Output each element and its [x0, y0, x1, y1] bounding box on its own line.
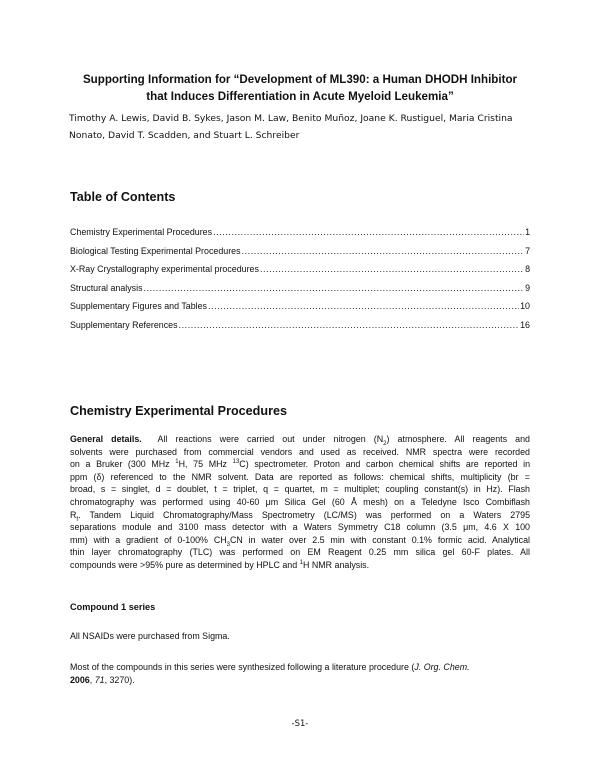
- synthesis-paragraph: [70, 661, 530, 686]
- paragraph-line: [70, 509, 530, 522]
- toc-leader-dots: [213, 227, 524, 237]
- toc-entry-biological[interactable]: [70, 246, 530, 265]
- superscript: 1: [175, 459, 179, 466]
- paragraph-line: solvents were purchased from commercial vendors and used as received. NMR spectra were recorded: [70, 446, 530, 457]
- paragraph-line: [70, 458, 530, 471]
- paragraph-line: ppm (δ) referenced to the NMR solvent. Data are reported as follows: chemical shifts, multiplicity (br =: [70, 471, 530, 482]
- toc-entry-label: Structural analysis: [70, 282, 143, 293]
- title-line-2: that Induces Differentiation in Acute Myeloid Leukemia”: [146, 90, 454, 103]
- paragraph-line: chromatography was performed using 40-60 μm Silica Gel (60 Å mesh) on a Teledyne Isco Combiflash: [70, 496, 530, 507]
- toc-entry-structural[interactable]: [70, 283, 530, 302]
- compound-1-heading: Compound 1 series: [70, 602, 156, 612]
- toc-entry-chemistry[interactable]: [70, 227, 530, 246]
- toc-entry-supplementary-figures[interactable]: [70, 301, 530, 320]
- line-text: H, 75 MHz: [178, 459, 233, 470]
- subscript: 2: [383, 440, 387, 446]
- subscript: 3: [226, 541, 230, 547]
- subscript: f: [76, 516, 79, 522]
- title-line-1: Supporting Information for “Development of ML390: a Human DHODH Inhibitor: [82, 73, 518, 86]
- line-text: H NMR analysis.: [303, 559, 370, 570]
- toc-entry-label: Chemistry Experimental Procedures: [70, 227, 213, 237]
- toc-entry-supplementary-references[interactable]: [70, 320, 530, 339]
- author-list: [69, 110, 539, 144]
- authors-line-2: Nonato, David T. Scadden, and Stuart L. Schreiber: [69, 130, 300, 141]
- line-text: on a Bruker (300 MHz: [70, 459, 176, 470]
- toc-leader-dots: [260, 264, 524, 274]
- paragraph-line: [70, 433, 530, 446]
- toc-heading: Table of Contents: [70, 190, 176, 204]
- paragraph-line: [70, 534, 530, 547]
- toc-entry-page: 1: [525, 227, 530, 237]
- line-text: C) spectrometer. Proton and carbon chemical shifts are reported in: [239, 459, 530, 470]
- paragraph-line: broad, s = singlet, d = doublet, t = triplet, q = quartet, m = multiplet; coupling constant(s) in Hz). Flash: [70, 484, 530, 495]
- toc-entry-page: 10: [520, 301, 530, 312]
- line-text: compounds were >95% pure as determined by HPLC and: [70, 559, 300, 570]
- toc-entry-page: 8: [525, 264, 530, 275]
- toc-leader-dots: [242, 246, 525, 256]
- line-text: CN in water over 2.5 min with constant 0.1% formic acid. Analytical: [229, 534, 530, 545]
- toc-entry-label: Biological Testing Experimental Procedures: [70, 245, 241, 256]
- line-text: ) atmosphere. All reagents and: [386, 434, 530, 444]
- line-text: , 3270).: [104, 674, 135, 685]
- paragraph-line: thin layer chromatography (TLC) was performed on EM Reagent 0.25 mm silica gel 60-F plates. All: [70, 547, 530, 558]
- paper-title: [60, 71, 540, 105]
- general-details-paragraph: [70, 433, 530, 572]
- toc-leader-dots: [208, 301, 519, 311]
- authors-line-1: Timothy A. Lewis, David B. Sykes, Jason M. Law, Benito Muñoz, Joane K. Rustiguel, Maria Cristina: [69, 113, 513, 124]
- line-text: ,: [89, 674, 95, 685]
- journal-year: 2006: [70, 674, 90, 685]
- chemistry-heading: Chemistry Experimental Procedures: [70, 404, 287, 418]
- toc-entry-label: X-Ray Crystallography experimental procedures: [70, 264, 259, 275]
- toc-entry-page: 9: [525, 282, 530, 293]
- toc-leader-dots: [179, 320, 520, 330]
- toc-entry-label: Supplementary Figures and Tables: [70, 301, 207, 312]
- line-text: mm) with a gradient of 0-100% CH: [70, 534, 227, 545]
- journal-volume: 71: [94, 674, 105, 685]
- toc-entry-label: Supplementary References: [70, 319, 178, 330]
- superscript: 13: [232, 459, 240, 466]
- journal-name: J. Org. Chem.: [414, 662, 470, 672]
- line-text: . Tandem Liquid Chromatography/Mass Spectrometry (LC/MS) was performed on a Waters 2795: [78, 509, 530, 520]
- general-details-label: General details.: [70, 434, 142, 444]
- paragraph-line: [70, 559, 530, 572]
- line-text: Most of the compounds in this series were synthesized following a literature procedure (: [70, 662, 415, 672]
- toc-entry-xray[interactable]: [70, 264, 530, 283]
- superscript: 1: [299, 559, 303, 566]
- table-of-contents: [70, 227, 530, 339]
- nsaids-paragraph: All NSAIDs were purchased from Sigma.: [70, 631, 230, 641]
- page-number: -S1-: [291, 718, 309, 728]
- line-text: R: [70, 509, 77, 520]
- toc-leader-dots: [144, 283, 525, 293]
- line-text: All reactions were carried out under nitrogen (N: [157, 434, 384, 444]
- toc-entry-page: 7: [525, 245, 530, 256]
- paragraph-line: separations module and 3100 mass detector with a Waters Symmetry C18 column (3.5 μm, 4.6 X 100: [70, 522, 530, 533]
- toc-entry-page: 16: [520, 319, 530, 330]
